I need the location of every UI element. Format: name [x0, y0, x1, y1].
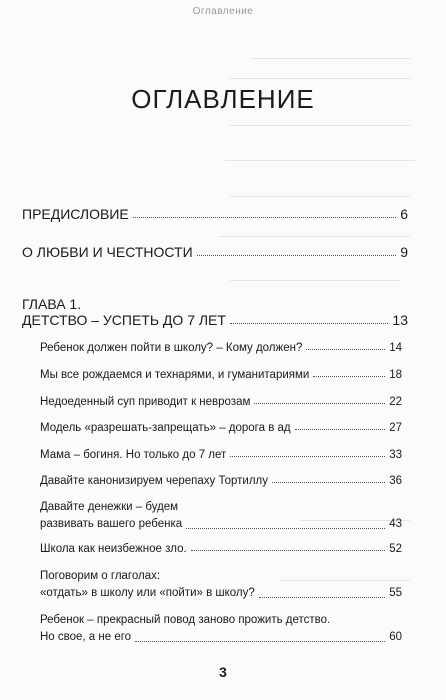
leader-dots — [306, 349, 385, 350]
toc-subentry[interactable] — [40, 422, 402, 434]
toc-entry-label-line2: Но свое, а не его — [40, 631, 132, 643]
bleed-through-line — [230, 196, 410, 197]
running-head: Оглавление — [192, 6, 254, 17]
toc-entry-label: Мы все рождаемся и технарями, и гуманитариями — [40, 369, 310, 381]
toc-subentry[interactable] — [40, 396, 402, 408]
chapter-label: ГЛАВА 1. — [22, 296, 82, 312]
toc-entry-label-line2: «отдать» в школу или «пойти» в школу? — [40, 587, 255, 599]
bleed-through-line — [250, 58, 410, 59]
toc-subentry[interactable] — [40, 568, 402, 602]
toc-entry-label: Модель «разрешать-запрещать» – дорога в ад — [40, 422, 291, 434]
toc-entry-love[interactable] — [22, 244, 408, 260]
leader-dots — [186, 528, 385, 529]
leader-dots — [230, 323, 388, 324]
toc-subentry[interactable] — [40, 543, 402, 555]
toc-entry-page: 6 — [400, 206, 408, 222]
toc-entry-page: 14 — [389, 342, 402, 354]
leader-dots — [295, 429, 386, 430]
toc-subentry[interactable] — [40, 449, 402, 461]
toc-entry-page: 60 — [389, 631, 402, 643]
bleed-through-line — [220, 236, 410, 237]
leader-dots — [197, 255, 397, 256]
toc-entry-label-line1: Давайте денежки – будем — [40, 501, 179, 513]
toc-title: ОГЛАВЛЕНИЕ — [131, 84, 315, 114]
toc-entry-label: Школа как неизбежное зло. — [40, 543, 187, 555]
bleed-through-line — [225, 160, 415, 161]
toc-entry-page: 55 — [389, 587, 402, 599]
toc-entry-preface[interactable] — [22, 206, 408, 222]
toc-entry-label: Мама – богиня. Но только до 7 лет — [40, 449, 227, 461]
leader-dots — [133, 217, 396, 218]
leader-dots — [135, 641, 385, 642]
toc-entry-page: 27 — [389, 422, 402, 434]
leader-dots — [254, 403, 385, 404]
bleed-through-line — [230, 78, 410, 79]
leader-dots — [191, 550, 386, 551]
toc-entry-label: Ребенок должен пойти в школу? – Кому должен? — [40, 342, 303, 354]
bleed-through-line — [230, 125, 410, 126]
toc-entry-page: 33 — [389, 449, 402, 461]
toc-entry-label-line1: Ребенок – прекрасный повод заново прожить детство. — [40, 614, 331, 626]
leader-dots — [313, 376, 385, 377]
toc-entry-label: О ЛЮБВИ И ЧЕСТНОСТИ — [22, 244, 193, 260]
toc-subentry[interactable] — [40, 342, 402, 354]
toc-entry-page: 52 — [389, 543, 402, 555]
toc-entry-page: 36 — [389, 475, 402, 487]
toc-entry-label: Недоеденный суп приводит к неврозам — [40, 396, 251, 408]
toc-subentry[interactable] — [40, 499, 402, 533]
toc-entry-page: 13 — [392, 312, 408, 328]
chapter-title: ДЕТСТВО – УСПЕТЬ ДО 7 ЛЕТ — [22, 312, 226, 328]
toc-entry-page: 9 — [400, 244, 408, 260]
leader-dots — [230, 456, 385, 457]
toc-entry-label: ПРЕДИСЛОВИЕ — [22, 206, 129, 222]
toc-subentry[interactable] — [40, 475, 402, 487]
toc-subentry[interactable] — [40, 369, 402, 381]
page-number: 3 — [219, 664, 227, 680]
toc-entry-page: 43 — [389, 518, 402, 530]
toc-entry-chapter1[interactable] — [22, 312, 408, 328]
toc-entry-page: 18 — [389, 369, 402, 381]
toc-entry-label-line2: развивать вашего ребенка — [40, 518, 183, 530]
leader-dots — [259, 597, 385, 598]
toc-entry-label-line1: Поговорим о глаголах: — [40, 570, 161, 582]
leader-dots — [272, 482, 385, 483]
toc-entry-page: 22 — [389, 396, 402, 408]
bleed-through-line — [230, 280, 400, 281]
toc-entry-label: Давайте канонизируем черепаху Тортиллу — [40, 475, 269, 487]
toc-subentry[interactable] — [40, 612, 402, 646]
